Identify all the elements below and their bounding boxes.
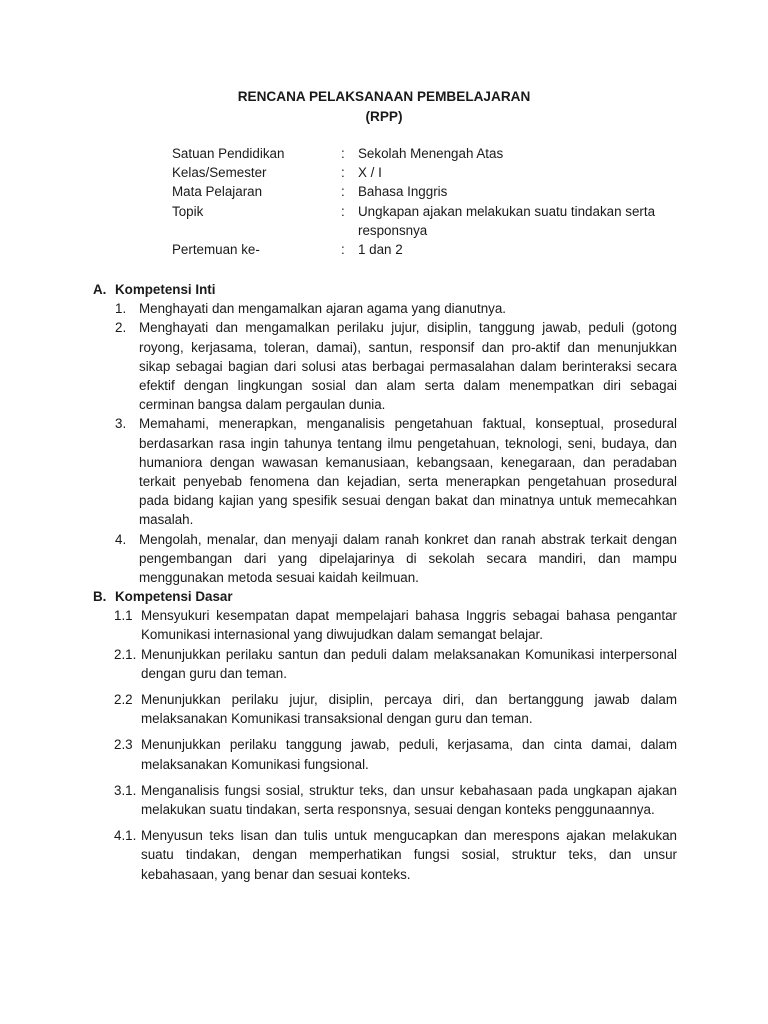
item-text: Mengolah, menalar, dan menyaji dalam ranah konkret dan ranah abstrak terkait dengan pengembangan dari yang dipelajarinya di sekolah secara mandiri, dan mampu menggunakan metoda sesuai kaidah keilmuan. (139, 531, 677, 586)
item-number: 2.3 (114, 737, 133, 753)
list-item (93, 645, 677, 683)
item-number: 2.1. (114, 646, 137, 662)
section-kompetensi-dasar (93, 587, 677, 884)
item-number: 1. (115, 301, 127, 317)
identity-separator: : (341, 146, 345, 161)
item-number: 3.1. (114, 782, 137, 798)
list-item (93, 414, 677, 529)
section-letter: A. (93, 282, 107, 297)
section-title: Kompetensi Inti (115, 282, 216, 297)
identity-row-kelas (172, 163, 672, 182)
list-item (93, 690, 677, 728)
item-number: 4.1. (114, 828, 137, 844)
identity-label: Mata Pelajaran (172, 184, 263, 200)
list-item (93, 318, 677, 414)
item-text: Menganalisis fungsi sosial, struktur teks, dan unsur kebahasaan pada ungkapan ajakan melakukan suatu tindakan, serta responsnya, sesuai dengan konteks penggunaannya. (141, 782, 677, 818)
identity-label: Kelas/Semester (172, 165, 267, 181)
kompetensi-dasar-list (93, 606, 677, 884)
identity-row-satuan (172, 144, 672, 163)
item-text: Menunjukkan perilaku santun dan peduli dalam melaksanakan Komunikasi interpersonal dengan guru dan teman. (141, 646, 677, 681)
list-item (93, 826, 677, 884)
section-heading (93, 280, 677, 299)
identity-table (172, 144, 672, 259)
identity-label: Topik (172, 203, 204, 219)
kompetensi-inti-list (93, 299, 677, 587)
identity-row-topik (172, 202, 672, 240)
item-text: Menghayati dan mengamalkan perilaku jujur, disiplin, tanggung jawab, peduli (gotong royong, kerjasama, toleran, damai), santun, responsif dan pro-aktif dan menunjukkan sikap sebagai bagian dari solusi atas berbagai permasalahan dalam berinteraksi secara efektif dengan lingkungan sosial dan alam serta dalam menempatkan diri sebagai cerminan bangsa dalam pergaulan dunia. (139, 320, 677, 413)
item-text: Menyusun teks lisan dan tulis untuk mengucapkan dan merespons ajakan melakukan suatu tindakan, dengan memperhatikan fungsi sosial, struktur teks, dan unsur kebahasaan, yang benar dan sesuai konteks. (141, 828, 677, 882)
list-item (93, 606, 677, 644)
identity-value: Bahasa Inggris (358, 184, 448, 200)
list-item (93, 530, 677, 588)
identity-separator: : (341, 203, 345, 219)
identity-separator: : (341, 184, 345, 200)
list-item (93, 299, 677, 318)
identity-label: Pertemuan ke- (172, 242, 260, 258)
item-number: 1.1 (114, 608, 133, 624)
list-item (93, 781, 677, 819)
document-title: RENCANA PELAKSANAAN PEMBELAJARAN (237, 89, 531, 104)
list-item (93, 735, 677, 773)
section-heading (93, 587, 677, 606)
item-text: Mensyukuri kesempatan dapat mempelajari bahasa Inggris sebagai bahasa pengantar Komunikasi internasional yang diwujudkan dalam semangat belajar. (141, 608, 677, 643)
item-number: 2. (115, 320, 127, 336)
identity-row-pertemuan (172, 240, 672, 259)
item-number: 3. (115, 416, 127, 432)
item-text: Menghayati dan mengamalkan ajaran agama yang dianutnya. (139, 301, 507, 317)
identity-value: 1 dan 2 (358, 242, 403, 258)
identity-separator: : (341, 242, 345, 258)
section-letter: B. (93, 589, 107, 604)
identity-value: X / I (358, 165, 382, 181)
document-subtitle: (RPP) (365, 109, 403, 124)
item-text: Menunjukkan perilaku tanggung jawab, peduli, kerjasama, dan cinta damai, dalam melaksanakan Komunikasi fungsional. (141, 737, 677, 772)
item-text: Menunjukkan perilaku jujur, disiplin, percaya diri, dan bertanggung jawab dalam melaksanakan Komunikasi transaksional dengan guru dan teman. (141, 692, 677, 727)
section-title: Kompetensi Dasar (115, 589, 233, 604)
section-kompetensi-inti (93, 280, 677, 587)
item-number: 2.2 (114, 692, 133, 708)
identity-value: Sekolah Menengah Atas (358, 146, 504, 161)
item-text: Memahami, menerapkan, menganalisis pengetahuan faktual, konseptual, prosedural berdasarkan rasa ingin tahunya tentang ilmu pengetahuan, teknologi, seni, budaya, dan humaniora dengan wawasan kemanusiaan, kebangsaan, kenegaraan, dan peradaban terkait penyebab fenomena dan kejadian, serta menerapkan pengetahuan prosedural pada bidang kajian yang spesifik sesuai dengan bakat dan minatnya untuk memecahkan masalah. (139, 416, 677, 528)
identity-row-mapel (172, 182, 672, 201)
identity-value: Ungkapan ajakan melakukan suatu tindakan serta responsnya (358, 203, 656, 238)
identity-separator: : (341, 165, 345, 181)
identity-label: Satuan Pendidikan (172, 146, 285, 161)
item-number: 4. (115, 531, 127, 547)
